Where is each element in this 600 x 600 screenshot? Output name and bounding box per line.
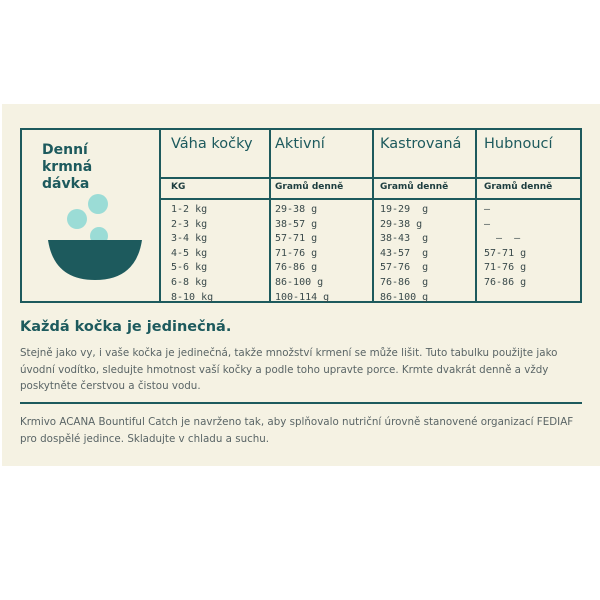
column-values-weight <box>171 203 213 305</box>
table-cell: 38-57 g <box>275 218 318 230</box>
description-text: Stejně jako vy, i vaše kočka je jedinečná, takže množství krmení se může lišit. Tuto tabulku použijte jako úvodní vodítko, sledujte hmotnost vaší kočky a podle toho upravte porce. Krmte dvakrát denně a vždy poskytněte čerstvou a čistou vodu. <box>20 347 558 392</box>
table-cell: — — <box>484 233 521 245</box>
table-cell: — <box>484 204 491 215</box>
column-values-slimming <box>484 203 526 291</box>
feeding-table <box>20 128 582 303</box>
table-cell: 43-57 g <box>380 247 429 259</box>
table-title: Denní krmná dávka <box>42 142 93 192</box>
table-cell: 100-114 g <box>275 291 330 303</box>
table-cell: 3-4 kg <box>171 233 208 245</box>
table-cell: 29-38 g <box>275 204 318 215</box>
table-cell: 5-6 kg <box>171 262 208 274</box>
table-cell: 76-86 g <box>380 276 429 288</box>
unit-label-slimming: Gramů denně <box>484 182 553 192</box>
table-cell: 86-100 g <box>275 276 324 288</box>
table-cell: 71-76 g <box>484 262 527 274</box>
table-cell: 86-100 g <box>380 291 429 303</box>
table-cell: — <box>484 218 491 230</box>
unit-label-active: Gramů denně <box>275 182 344 192</box>
table-cell: 57-76 g <box>380 262 429 274</box>
table-cell: 8-10 kg <box>171 291 214 303</box>
table-cell: 1-2 kg <box>171 204 208 215</box>
table-cell: 29-38 g <box>380 218 423 230</box>
table-cell: 4-5 kg <box>171 247 208 259</box>
table-cell: 76-86 g <box>275 262 318 274</box>
column-header-slimming: Hubnoucí <box>484 136 553 152</box>
table-cell: 19-29 g <box>380 204 429 215</box>
column-header-weight: Váha kočky <box>171 136 253 152</box>
column-values-neutered <box>380 203 428 305</box>
unit-label-weight: KG <box>171 182 186 192</box>
column-header-active: Aktivní <box>275 136 325 152</box>
divider <box>20 402 582 404</box>
table-cell: 38-43 g <box>380 233 429 245</box>
table-cell: 76-86 g <box>484 276 527 288</box>
table-cell: 57-71 g <box>484 247 527 259</box>
section-heading: Každá kočka je jedinečná. <box>20 319 232 335</box>
column-values-active <box>275 203 329 305</box>
table-cell: 71-76 g <box>275 247 318 259</box>
table-cell: 57-71 g <box>275 233 318 245</box>
unit-label-neutered: Gramů denně <box>380 182 449 192</box>
food-bowl-icon <box>46 190 146 282</box>
table-cell: 2-3 kg <box>171 218 208 230</box>
footer-text: Krmivo ACANA Bountiful Catch je navrženo tak, aby splňovalo nutriční úrovně stanovené organizací FEDIAF pro dospělé jedince. Skladujte v chladu a suchu. <box>20 416 574 445</box>
table-cell: 6-8 kg <box>171 276 208 288</box>
column-header-neutered: Kastrovaná <box>380 136 462 152</box>
